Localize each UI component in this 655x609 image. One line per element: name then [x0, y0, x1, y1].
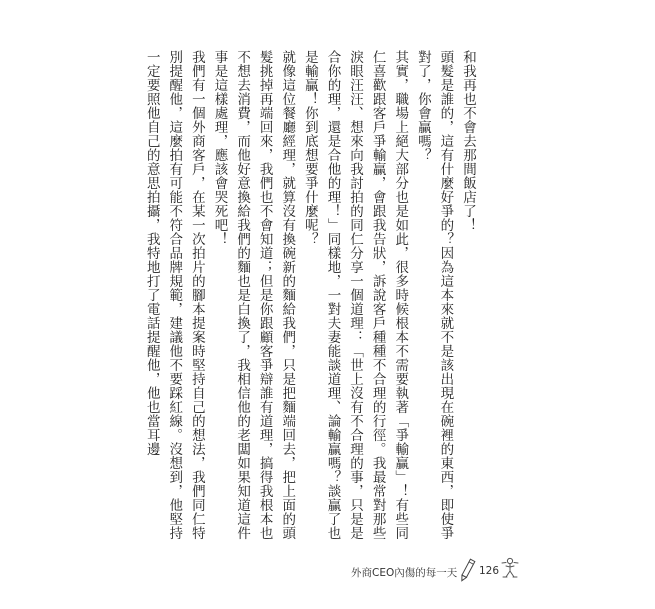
page-number: 126: [479, 565, 500, 577]
pen-icon: [457, 558, 477, 584]
paragraph-1: 和我再也不會去那間飯店了！: [460, 50, 476, 232]
book-title: 外商CEO內傷的每一天: [351, 567, 458, 579]
paragraph-3: 其實，職場上絕大部分也是如此，很多時候根本不需要執著「爭輸贏」！有些同仁喜歡跟客戶爭輸贏，會跟我告狀，訴說客戶種種不合理的行徑。我最常對那些淚眼汪汪、想來向我討拍的同仁分享一個道理：「世上沒有不合理的事，只是是合你的理，還是合他的理！」同樣地，一對夫妻能談道理、論輸贏嗎？談贏了也是輸贏！你到底想要爭什麼呢？: [301, 50, 409, 540]
paragraph-5: 我們有一個外商客戶，在某一次拍片的腳本提案時堅持自己的想法，我們同仁特別提醒他，這麼拍有可能不符合品牌規範，建議他不要踩紅線。沒想到，他堅持一定要照他自己的意思拍攝，我特地打了電話提醒他，他也當耳邊: [143, 50, 205, 540]
body-text: [139, 50, 479, 540]
page-footer: [351, 562, 521, 582]
figure-doodle-icon: [499, 556, 521, 580]
paragraph-2: 頭髮是誰的，這有什麼好爭的？因為這本來就不是該出現在碗裡的東西，即使爭對了，你會贏嗎？: [414, 50, 454, 540]
paragraph-4: 就像這位餐廳經理，就算沒有換碗新的麵給我們，只是把麵端回去，把上面的頭髮挑掉再端回來，我們也不會知道；但是你跟顧客爭辯誰有道理，搞得我根本也不想去消費，而他好意換給我們的麵也是白換了，我相信他的老闆如果知道這件事是這樣處理，應該會哭死吧！: [211, 50, 296, 540]
